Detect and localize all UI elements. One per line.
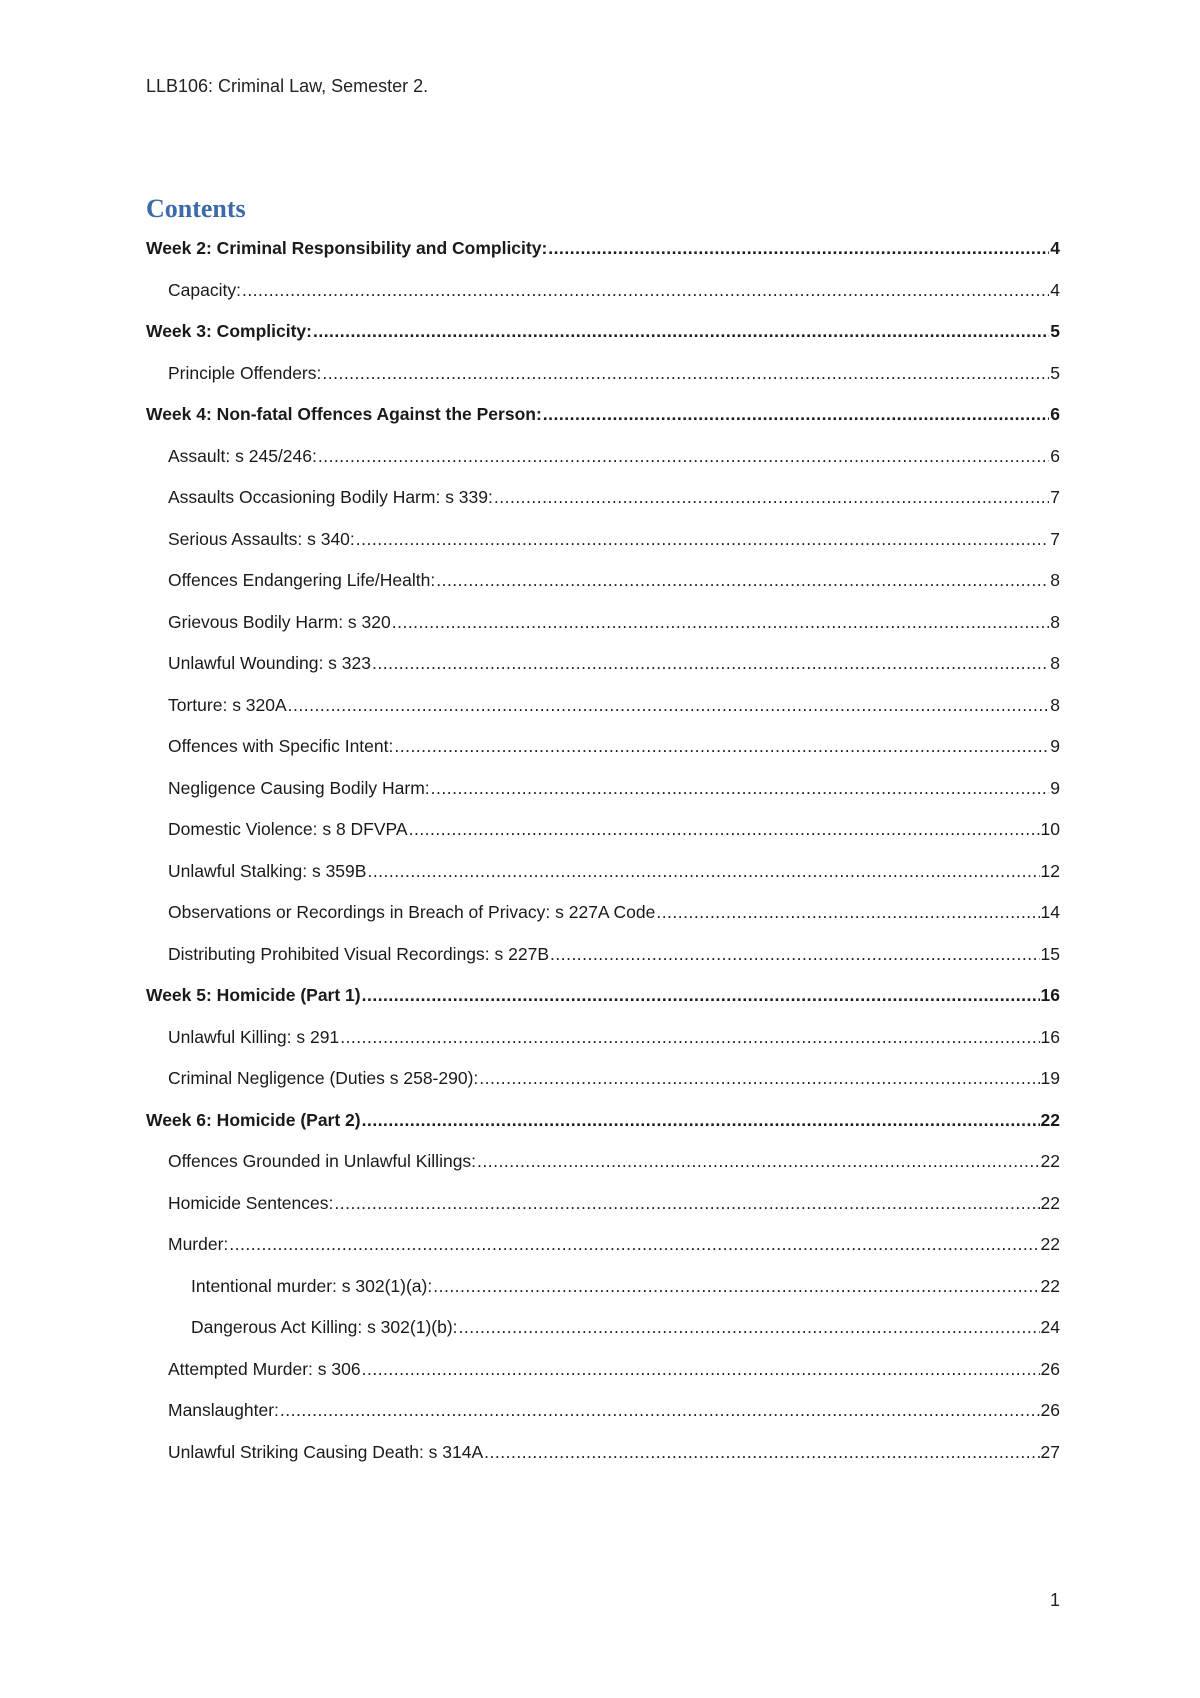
toc-entry-title[interactable]: Week 2: Criminal Responsibility and Complicity: bbox=[146, 238, 548, 258]
toc-entry-title[interactable]: Observations or Recordings in Breach of Privacy: s 227A Code bbox=[168, 902, 656, 922]
toc-entry-page[interactable]: 16 bbox=[1040, 1026, 1060, 1047]
toc-entry-page[interactable]: 15 bbox=[1040, 943, 1060, 964]
toc-entry[interactable] bbox=[146, 651, 1060, 693]
toc-entry-title[interactable]: Assaults Occasioning Bodily Harm: s 339: bbox=[168, 487, 493, 507]
toc-dot-leader bbox=[494, 485, 1049, 509]
toc-entry-page[interactable]: 9 bbox=[1050, 777, 1060, 798]
toc-entry-title[interactable]: Domestic Violence: s 8 DFVPA bbox=[168, 819, 408, 839]
toc-entry-page[interactable]: 10 bbox=[1040, 819, 1060, 839]
toc-entry-page[interactable]: 6 bbox=[1050, 445, 1060, 466]
toc-entry-title[interactable]: Unlawful Wounding: s 323 bbox=[168, 653, 371, 673]
toc-entry-title[interactable]: Manslaughter: bbox=[168, 1400, 279, 1420]
toc-dot-leader bbox=[548, 236, 1049, 260]
toc-entry-title[interactable]: Intentional murder: s 302(1)(a): bbox=[191, 1275, 433, 1296]
toc-entry[interactable] bbox=[146, 859, 1060, 901]
toc-entry-title[interactable]: Criminal Negligence (Duties s 258-290): bbox=[168, 1068, 479, 1088]
toc-entry-title[interactable]: Negligence Causing Bodily Harm: bbox=[168, 777, 430, 798]
toc-entry-title[interactable]: Murder: bbox=[168, 1234, 229, 1254]
toc-entry-page[interactable]: 26 bbox=[1040, 1358, 1060, 1379]
toc-entry-page[interactable]: 26 bbox=[1040, 1400, 1060, 1420]
toc-dot-leader bbox=[334, 1191, 1039, 1215]
toc-entry-title[interactable]: Offences Endangering Life/Health: bbox=[168, 570, 436, 590]
toc-entry-page[interactable]: 8 bbox=[1050, 694, 1060, 715]
toc-entry[interactable] bbox=[146, 1274, 1060, 1316]
toc-entry-title[interactable]: Attempted Murder: s 306 bbox=[168, 1358, 361, 1379]
toc-dot-leader bbox=[409, 817, 1040, 841]
toc-entry[interactable] bbox=[146, 1025, 1060, 1067]
toc-entry[interactable] bbox=[146, 527, 1060, 569]
toc-entry-page[interactable]: 19 bbox=[1040, 1068, 1060, 1088]
toc-entry-title[interactable]: Torture: s 320A bbox=[168, 694, 287, 715]
toc-entry-title[interactable]: Serious Assaults: s 340: bbox=[168, 528, 355, 549]
toc-dot-leader bbox=[242, 278, 1049, 302]
toc-entry[interactable] bbox=[146, 1108, 1060, 1150]
toc-entry-title[interactable]: Dangerous Act Killing: s 302(1)(b): bbox=[191, 1317, 458, 1337]
toc-entry-title[interactable]: Homicide Sentences: bbox=[168, 1192, 334, 1213]
page-header: LLB106: Criminal Law, Semester 2. bbox=[146, 76, 429, 96]
toc-dot-leader bbox=[372, 651, 1049, 675]
toc-dot-leader bbox=[394, 734, 1049, 758]
toc-dot-leader bbox=[356, 527, 1049, 551]
toc-entry-title[interactable]: Unlawful Stalking: s 359B bbox=[168, 860, 367, 881]
toc-dot-leader bbox=[229, 1232, 1039, 1256]
toc-dot-leader bbox=[550, 942, 1040, 966]
toc-entry[interactable] bbox=[146, 693, 1060, 735]
toc-entry[interactable] bbox=[146, 1149, 1060, 1191]
toc-entry-page[interactable]: 6 bbox=[1050, 404, 1060, 424]
toc-entry[interactable] bbox=[146, 983, 1060, 1025]
toc-entry-title[interactable]: Unlawful Striking Causing Death: s 314A bbox=[168, 1441, 484, 1462]
toc-entry-page[interactable]: 22 bbox=[1040, 1109, 1060, 1130]
toc-entry-page[interactable]: 7 bbox=[1050, 528, 1060, 549]
toc-entry-page[interactable]: 8 bbox=[1050, 611, 1060, 632]
toc-entry-title[interactable]: Unlawful Killing: s 291 bbox=[168, 1026, 340, 1047]
toc-entry[interactable] bbox=[146, 900, 1060, 942]
toc-entry-page[interactable]: 4 bbox=[1050, 238, 1060, 258]
toc-entry-page[interactable]: 27 bbox=[1040, 1441, 1060, 1462]
toc-dot-leader bbox=[288, 693, 1050, 717]
toc-dot-leader bbox=[484, 1440, 1039, 1464]
toc-entry-title[interactable]: Week 5: Homicide (Part 1) bbox=[146, 985, 361, 1005]
toc-entry[interactable] bbox=[146, 817, 1060, 859]
toc-entry[interactable] bbox=[146, 1357, 1060, 1399]
toc-entry-title[interactable]: Distributing Prohibited Visual Recordings: s 227B bbox=[168, 943, 549, 964]
toc-entry-page[interactable]: 8 bbox=[1050, 570, 1060, 590]
toc-dot-leader bbox=[656, 900, 1039, 924]
toc-entry[interactable] bbox=[146, 942, 1060, 984]
toc-entry-title[interactable]: Principle Offenders: bbox=[168, 362, 322, 383]
toc-entry[interactable] bbox=[146, 361, 1060, 403]
toc-dot-leader bbox=[367, 859, 1039, 883]
toc-entry[interactable] bbox=[146, 1315, 1060, 1357]
toc-dot-leader bbox=[436, 568, 1049, 592]
toc-entry[interactable] bbox=[146, 610, 1060, 652]
toc-dot-leader bbox=[392, 610, 1050, 634]
toc-entry[interactable] bbox=[146, 1191, 1060, 1233]
toc-entry-page[interactable]: 24 bbox=[1040, 1317, 1060, 1337]
toc-entry[interactable] bbox=[146, 1440, 1060, 1482]
toc-entry[interactable] bbox=[146, 1066, 1060, 1108]
toc-entry-page[interactable]: 22 bbox=[1040, 1192, 1060, 1213]
toc-entry-page[interactable]: 5 bbox=[1050, 362, 1060, 383]
toc-entry[interactable] bbox=[146, 734, 1060, 776]
toc-entry-page[interactable]: 22 bbox=[1040, 1151, 1060, 1171]
toc-entry-title[interactable]: Offences Grounded in Unlawful Killings: bbox=[168, 1151, 477, 1171]
toc-dot-leader bbox=[362, 1357, 1040, 1381]
toc-dot-leader bbox=[362, 983, 1040, 1007]
toc-entry-title[interactable]: Week 3: Complicity: bbox=[146, 321, 312, 341]
toc-entry-title[interactable]: Week 4: Non-fatal Offences Against the Person: bbox=[146, 404, 542, 424]
contents-heading: Contents bbox=[146, 194, 246, 223]
toc-entry-page[interactable]: 16 bbox=[1040, 985, 1060, 1005]
toc-entry[interactable] bbox=[146, 444, 1060, 486]
toc-dot-leader bbox=[322, 361, 1049, 385]
toc-entry[interactable] bbox=[146, 278, 1060, 320]
toc-entry[interactable] bbox=[146, 568, 1060, 610]
toc-entry-title[interactable]: Capacity: bbox=[168, 279, 241, 300]
toc-dot-leader bbox=[431, 776, 1050, 800]
toc-entry[interactable] bbox=[146, 319, 1060, 361]
toc-entry-page[interactable]: 22 bbox=[1040, 1275, 1060, 1296]
toc-dot-leader bbox=[340, 1025, 1039, 1049]
toc-entry[interactable] bbox=[146, 776, 1060, 818]
toc-dot-leader bbox=[362, 1108, 1040, 1132]
toc-dot-leader bbox=[313, 319, 1049, 343]
toc-entry-title[interactable]: Assault: s 245/246: bbox=[168, 445, 317, 466]
toc-entry-page[interactable]: 22 bbox=[1040, 1234, 1060, 1254]
toc-dot-leader bbox=[543, 402, 1049, 426]
toc-entry-page[interactable]: 4 bbox=[1050, 279, 1060, 300]
toc-entry-title[interactable]: Week 6: Homicide (Part 2) bbox=[146, 1109, 361, 1130]
toc-entry-page[interactable]: 12 bbox=[1040, 860, 1060, 881]
toc-entry-page[interactable]: 8 bbox=[1050, 653, 1060, 673]
toc-entry[interactable] bbox=[146, 1232, 1060, 1274]
toc-dot-leader bbox=[280, 1398, 1040, 1422]
table-of-contents bbox=[146, 236, 1060, 1481]
toc-entry-title[interactable]: Offences with Specific Intent: bbox=[168, 736, 394, 756]
toc-dot-leader bbox=[479, 1066, 1039, 1090]
toc-dot-leader bbox=[433, 1274, 1039, 1298]
toc-entry[interactable] bbox=[146, 485, 1060, 527]
toc-dot-leader bbox=[477, 1149, 1039, 1173]
toc-dot-leader bbox=[459, 1315, 1040, 1339]
toc-dot-leader bbox=[318, 444, 1049, 468]
toc-entry-page[interactable]: 7 bbox=[1050, 487, 1060, 507]
toc-entry-title[interactable]: Grievous Bodily Harm: s 320 bbox=[168, 611, 391, 632]
toc-entry-page[interactable]: 5 bbox=[1050, 321, 1060, 341]
page-number: 1 bbox=[1049, 1590, 1060, 1610]
toc-entry[interactable] bbox=[146, 236, 1060, 278]
toc-entry[interactable] bbox=[146, 402, 1060, 444]
toc-entry[interactable] bbox=[146, 1398, 1060, 1440]
toc-entry-page[interactable]: 9 bbox=[1050, 736, 1060, 756]
toc-entry-page[interactable]: 14 bbox=[1040, 902, 1060, 922]
